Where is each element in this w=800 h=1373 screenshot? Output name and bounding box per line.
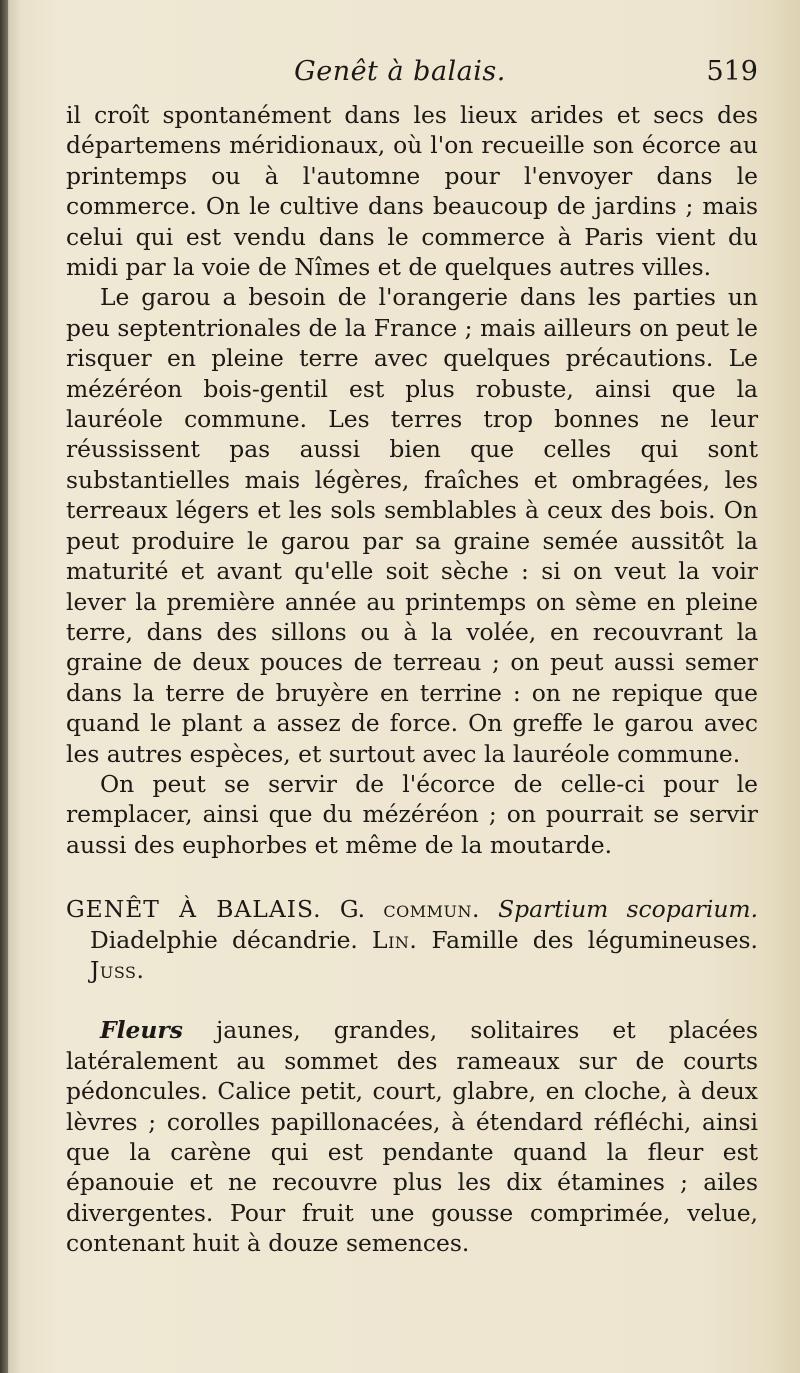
plant-entry-heading <box>66 894 758 985</box>
paragraph-1: il croît spontanément dans les lieux arides et secs des départemens méridionaux, où l'on recueille son écorce au printemps ou à l'automne pour l'envoyer dans le commerce. On le cultive dans beaucoup de jardins ; mais celui qui est vendu dans le commerce à Paris vient du midi par la voie de Nîmes et de quelques autres villes. <box>66 101 758 282</box>
description-text: jaunes, grandes, solitaires et placées latéralement au sommet des rameaux sur de courts pédoncules. Calice petit, court, glabre, en cloche, à deux lèvres ; corolles papillonacées, à étendard réfléchi, ainsi que la carène qui est pendante quand la fleur est épanouie et ne recouvre plus les dix étamines ; ailes divergentes. Pour fruit une gousse comprimée, velue, contenant huit à douze semences. <box>66 1016 758 1258</box>
entry-commun: commun. <box>383 895 480 924</box>
entry-family: Famille des légumineuses. <box>431 925 758 954</box>
entry-lin-abbrev: Lin. <box>372 925 418 954</box>
entry-linnaean-class: Diadelphie décandrie. <box>90 925 358 954</box>
running-title: Genêt à balais. <box>294 56 506 87</box>
description-lead: Fleurs <box>100 1016 183 1045</box>
flower-description <box>66 1015 758 1258</box>
entry-genus-abbrev: G. <box>339 895 366 924</box>
page-binding-shadow <box>0 0 8 1373</box>
entry-headword: GENÊT À BALAIS. <box>66 895 322 924</box>
paragraph-3: On peut se servir de l'écorce de celle-ci pour le remplacer, ainsi que du mézéréon ; on pourrait se servir aussi des euphorbes et même de la moutarde. <box>66 769 758 859</box>
paragraph-2: Le garou a besoin de l'orangerie dans les parties un peu septentrionales de la France ; mais ailleurs on peut le risquer en pleine terre avec quelques précautions. Le mézéréon bois-gentil est plus robuste, ainsi que la lauréole commune. Les terres trop bonnes ne leur réussissent pas aussi bien que celles qui sont substantielles mais légères, fraîches et ombragées, les terreaux légers et les sols semblables à ceux des bois. On peut produire le garou par sa graine semée aussitôt la maturité et avant qu'elle soit sèche : si on veut la voir lever la première année au printemps on sème en pleine terre, dans des sillons ou à la volée, en recouvrant la graine de deux pouces de terreau ; on peut aussi semer dans la terre de bruyère en terrine : on ne repique que quand le plant a assez de force. On greffe le garou avec les autres espèces, et surtout avec la lauréole commune. <box>66 283 758 768</box>
body-text <box>66 100 758 1259</box>
page-header <box>0 52 800 96</box>
entry-latin-name: Spartium scoparium. <box>498 895 759 924</box>
page-number: 519 <box>706 56 758 87</box>
entry-juss-abbrev: Juss. <box>90 955 145 984</box>
